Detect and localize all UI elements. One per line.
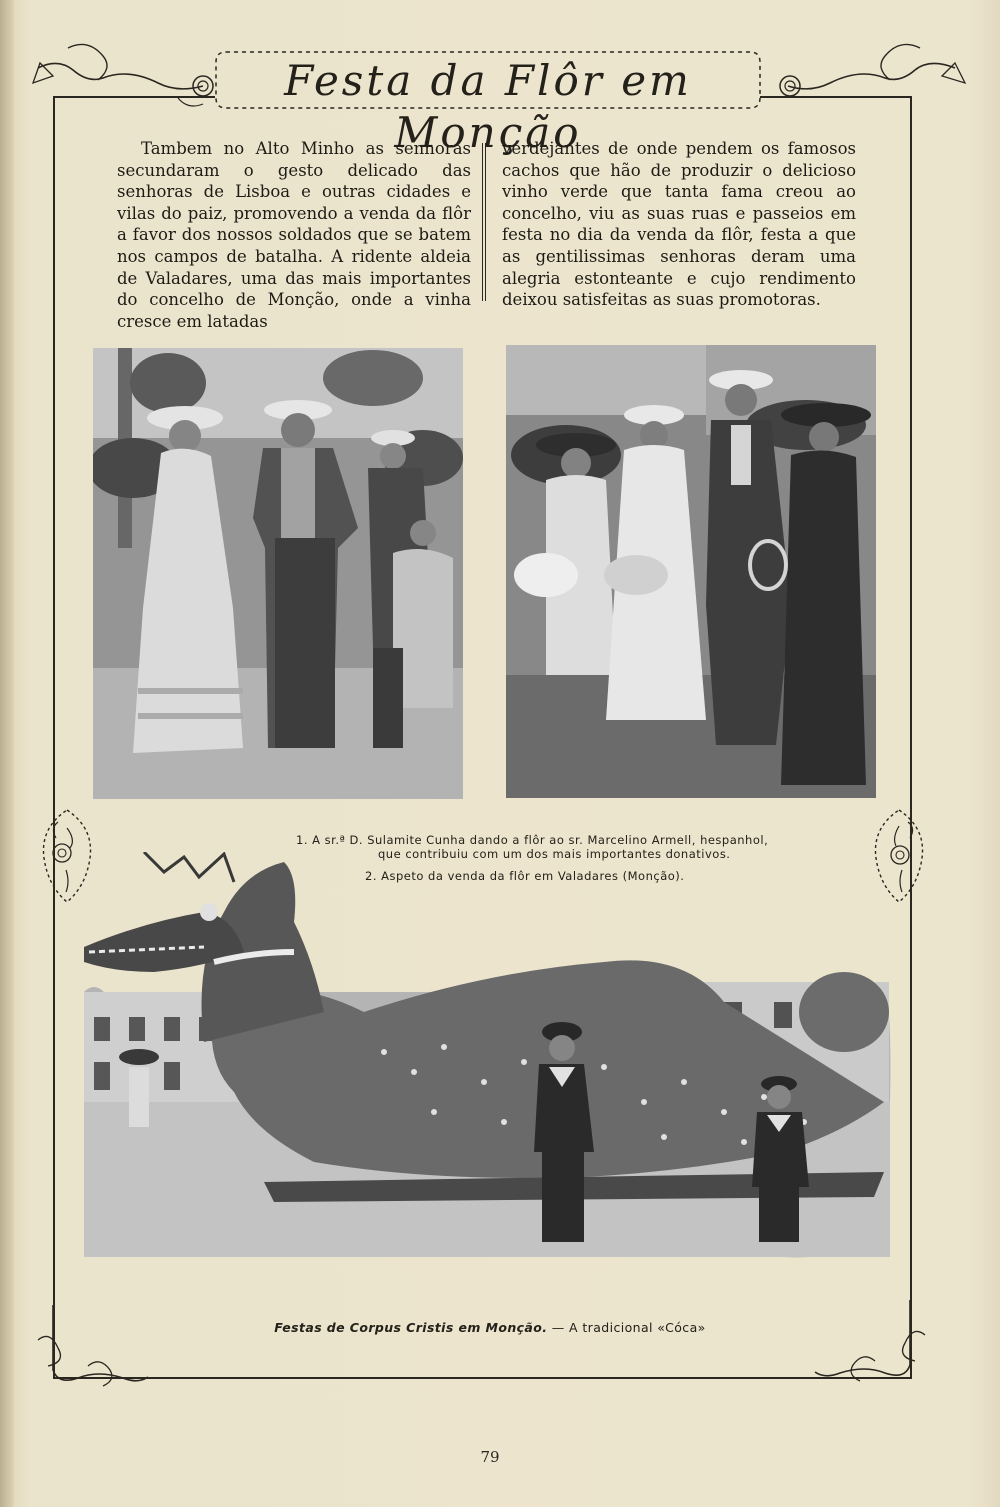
caption-photo-2: 2. Aspeto da venda da flôr em Valadares (Monção). <box>365 869 685 883</box>
page-number: 79 <box>480 1448 500 1466</box>
caption-photo-1-line-2: que contribuiu com um dos mais importantes donativos. <box>378 847 731 861</box>
photo-flower-sale-valadares <box>506 345 876 798</box>
ribbon-ornament-top-right-icon <box>760 38 970 118</box>
ribbon-ornament-bottom-left-icon <box>28 1300 158 1400</box>
photo-coca-dragon <box>84 852 892 1262</box>
page-title: Festa da Flôr em Monção <box>284 56 692 157</box>
column-divider <box>482 143 486 301</box>
frame-right-border <box>910 96 912 1378</box>
article-column-left: Tambem no Alto Minho as senhoras secundaram o gesto delicado das senhoras de Lisboa e outras cidades e vilas do paiz, promovendo a venda da flôr a favor dos nossos soldados que se batem nos campos de batalha. A ridente aldeia de Valadares, uma das mais importantes do concelho de Monção, onde a vinha cresce em latadas <box>117 139 471 331</box>
coca-caption-rest: — A tradicional «Cóca» <box>547 1320 706 1335</box>
coca-caption <box>160 1320 820 1335</box>
caption-photo-1-line-1: 1. A sr.ª D. Sulamite Cunha dando a flôr ao sr. Marcelino Armell, hespanhol, <box>296 833 769 847</box>
frame-bottom-border <box>53 1377 912 1379</box>
photo-flower-sale-lady-and-gentleman <box>93 348 463 799</box>
coca-caption-title: Festas de Corpus Cristis em Monção. <box>274 1320 548 1335</box>
ribbon-ornament-top-left-icon <box>28 38 228 118</box>
ribbon-ornament-bottom-right-icon <box>810 1295 950 1395</box>
binding-edge <box>0 0 14 1507</box>
article-column-right: verdejantes de onde pendem os famosos cachos que hão de produzir o delicioso vinho verde que tanta fama creou ao concelho, viu as suas ruas e passeios em festa no dia da venda da flôr, festa a que as gentilissimas senhoras deram uma alegria estonteante e cujo rendimento deixou satisfeitas as suas promotoras. <box>502 139 856 310</box>
frame-left-border <box>53 96 55 1378</box>
